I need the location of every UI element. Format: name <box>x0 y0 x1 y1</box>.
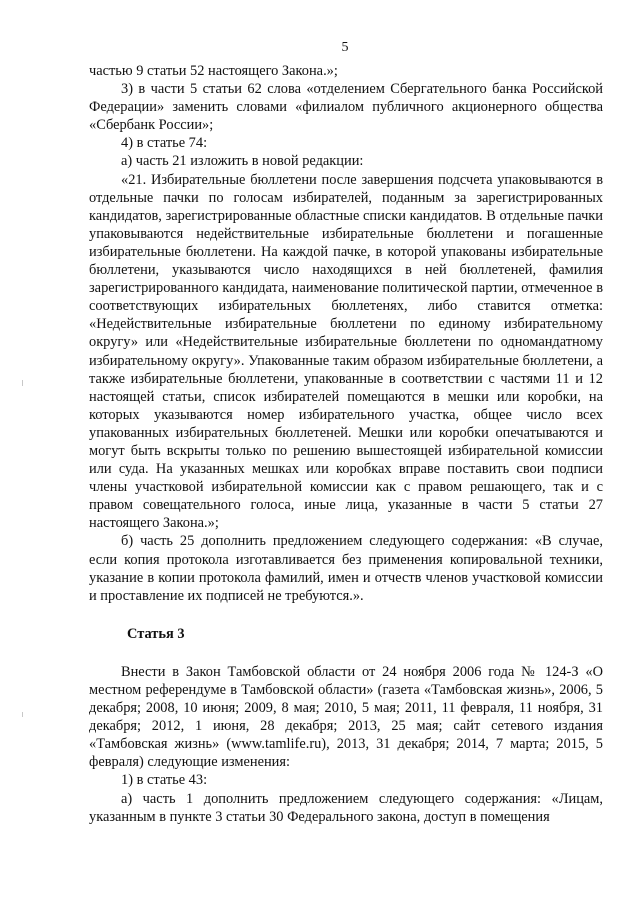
paragraph-article-3-item-1: 1) в статье 43: <box>121 772 208 789</box>
paragraph-part-21: «21. Избирательные бюллетени после завершения подсчета упаковываются в отдельные пачки по голосам избирателей, поданным за зарегистрированных кандидатов, зарегистрированные областные списки кандидатов. В отдельные пачки упаковываются недействительные избирательные бюллетени и погашенные избирательные бюллетени. На каждой пачке, в которой упакованы избирательные бюллетени, указываются число находящихся в ней бюллетеней, фамилия зарегистрированного кандидата, наименование политической партии, отмеченное в соответствующих избирательных бюллетенях, либо ставится отметка: «Недействительные избирательные бюллетени по единому избирательному округу» или «Недействительные избирательные бюллетени по одномандатному избирательному округу». Упакованные таким образом избирательные бюллетени, а также избирательные бюллетени, упакованные в соответствии с частями 11 и 12 настоящей статьи, список избирателей помещаются в мешки или коробки, на которых указываются номер избирательного участка, общее число всех упакованных избирательных бюллетеней. Мешки или коробки опечатываются и могут быть вскрыты только по решению вышестоящей избирательной комиссии или суда. На указанных мешках или коробках вправе поставить свои подписи члены участковой избирательной комиссии как с правом решающего, так и с правом совещательного голоса, иные лица, указанные в части 5 статьи 27 настоящего Закона.»; <box>89 171 603 532</box>
document-body <box>89 62 603 826</box>
article-heading: Статья 3 <box>127 625 185 642</box>
paragraph-item-4: 4) в статье 74: <box>121 135 208 152</box>
paragraph-item-3: 3) в части 5 статьи 62 слова «отделением Сбергательного банка Российской Федерации» заменить словами «филиалом публичного акционерного общества «Сбербанк России»; <box>89 81 603 134</box>
paragraph-continuation: частью 9 статьи 52 настоящего Закона.»; <box>89 63 338 79</box>
paragraph-article-3-intro: Внести в Закон Тамбовской области от 24 ноября 2006 года № 124-З «О местном референдуме в Тамбовской области» (газета «Тамбовская жизнь», 2006, 5 декабря; 2008, 10 июня; 2009, 8 мая; 2010, 5 мая; 2011, 11 февраля, 11 ноября, 31 декабря; 2012, 1 июня, 28 декабря; 2013, 25 мая; сайт сетевого издания «Тамбовская жизнь» (www.tamlife.ru), 2013, 31 декабря; 2014, 7 марта; 2015, 5 февраля) следующие изменения: <box>89 663 603 771</box>
paragraph-subitem-a: а) часть 21 изложить в новой редакции: <box>121 153 364 170</box>
scan-margin-mark <box>22 712 23 717</box>
paragraph-subitem-b: б) часть 25 дополнить предложением следующего содержания: «В случае, если копия протокола изготавливается без применения копировальной техники, указание в копии протокола фамилий, имен и отчеств членов участковой комиссии и проставление их подписей не требуются.». <box>89 533 603 604</box>
scan-margin-mark <box>22 380 23 386</box>
paragraph-article-3-subitem-a: а) часть 1 дополнить предложением следующего содержания: «Лицам, указанным в пункте 3 статьи 30 Федерального закона, доступ в помещения <box>89 790 603 825</box>
page-number: 5 <box>341 40 349 55</box>
